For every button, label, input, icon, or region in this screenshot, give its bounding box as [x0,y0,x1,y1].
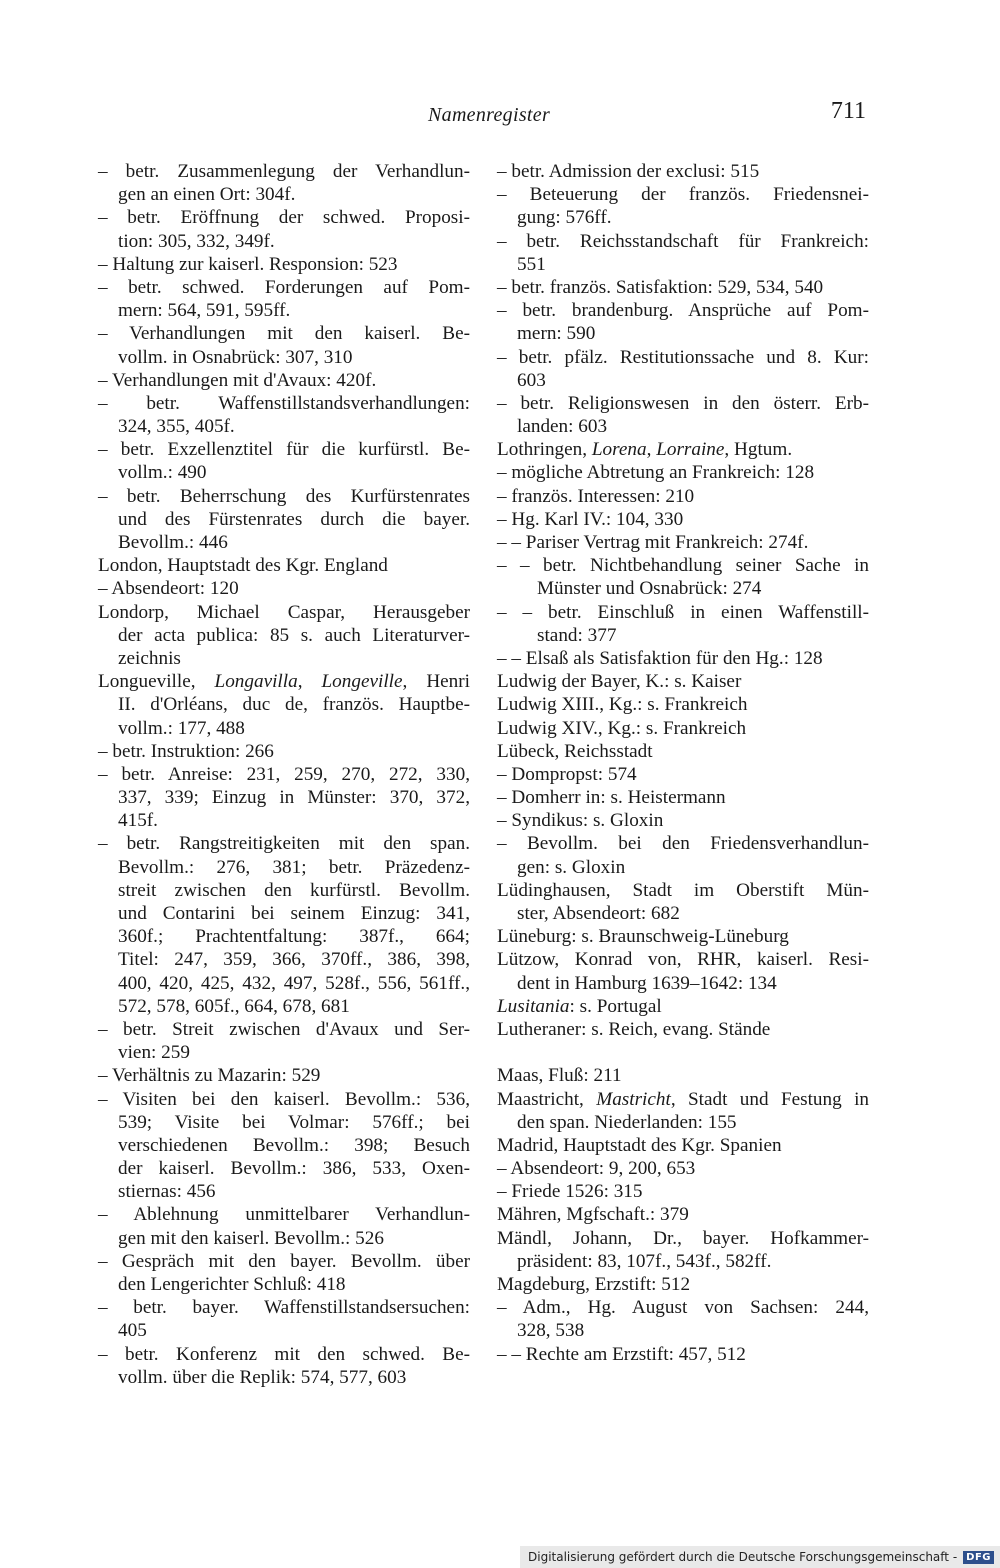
index-line: – Hg. Karl IV.: 104, 330 [497,508,684,530]
index-line: 415f. [118,810,158,832]
index-line: – betr. französ. Satisfaktion: 529, 534, 540 [497,276,824,298]
index-line: 551 [517,253,546,275]
index-line: dent in Hamburg 1639–1642: 134 [517,972,777,994]
index-line: den Lengerichter Schluß: 418 [118,1274,346,1295]
index-line: Mähren, Mgfschaft.: 379 [497,1204,689,1226]
index-heading-lothringen: Lothringen, Lorena, Lorraine, Hgtum. [497,439,793,461]
index-line: zeichnis [118,647,181,669]
index-line: Titel: 247, 359, 366, 370ff., 386, 398, [118,949,470,971]
index-line: Lüneburg: s. Braunschweig-Lüneburg [497,926,789,948]
index-line: tion: 305, 332, 349f. [118,230,275,252]
index-line: und Contarini bei seinem Einzug: 341, [118,903,470,924]
index-line: 400, 420, 425, 432, 497, 528f., 556, 561ff., [118,972,470,994]
index-line: gung: 576ff. [517,207,612,229]
index-line: 328, 538 [517,1320,585,1342]
index-line: ster, Absendeort: 682 [517,903,680,924]
index-line: – betr. Reichsstandschaft für Frankreich: [497,230,869,252]
running-title: Namenregister [428,104,551,126]
index-line: gen: s. Gloxin [517,856,626,878]
index-line: – betr. Anreise: 231, 259, 270, 272, 330, [98,763,470,785]
index-line: Bevollm.: 276, 381; betr. Präzedenz- [118,856,470,878]
letter-gap [497,1041,869,1064]
index-line: – betr. Admission der exclusi: 515 [497,161,760,182]
index-line: Lüdinghausen, Stadt im Oberstift Mün- [497,879,869,901]
index-line: – betr. Waffenstillstandsverhandlungen: [98,392,470,414]
index-line: Lusitania: s. Portugal [497,995,662,1017]
index-line: 405 [118,1320,147,1342]
index-line: – Visiten bei den kaiserl. Bevollm.: 536, [98,1088,470,1110]
index-line: den span. Niederlanden: 155 [517,1111,737,1133]
index-line: – betr. Religionswesen in den österr. Erb- [497,392,869,414]
index-line: streit zwischen den kurfürstl. Bevollm. [118,879,470,901]
index-line: Lübeck, Reichsstadt [497,740,653,762]
index-line: vollm.: 177, 488 [118,717,245,739]
index-line: Ludwig XIV., Kg.: s. Frankreich [497,717,747,739]
index-line: – – betr. Einschluß in einen Waffenstill- [497,601,869,623]
index-line: gen an einen Ort: 304f. [118,184,296,206]
index-line: – betr. Beherrschung des Kurfürstenrates [98,485,470,507]
index-line: Mändl, Johann, Dr., bayer. Hofkammer- [497,1227,869,1249]
index-line: mern: 590 [517,323,596,345]
index-line: Ludwig XIII., Kg.: s. Frankreich [497,694,748,716]
index-line: London, Hauptstadt des Kgr. England [98,555,388,577]
index-line: landen: 603 [517,416,608,438]
index-line: Longueville, Longavilla, Longeville, Henri [98,671,470,693]
index-line: und des Fürstenrates durch die bayer. [118,508,470,530]
index-line: vien: 259 [118,1042,190,1064]
index-line: – betr. pfälz. Restitutionssache und 8. Kur: [497,346,869,368]
index-line: 360f.; Prachtentfaltung: 387f., 664; [118,926,470,948]
index-line: vollm. über die Replik: 574, 577, 603 [118,1366,407,1388]
index-line: – – Elsaß als Satisfaktion für den Hg.: 128 [497,647,823,669]
index-line: Ludwig der Bayer, K.: s. Kaiser [497,671,742,693]
index-line: – Verhandlungen mit den kaiserl. Be- [98,323,470,345]
index-line: – Beteuerung der französ. Friedensnei- [497,184,869,206]
index-line: – betr. Zusammenlegung der Verhandlun- [98,161,470,182]
index-line: Münster und Osnabrück: 274 [537,578,762,600]
credit-text: Digitalisierung gefördert durch die Deutsche Forschungsgemeinschaft - [528,1550,958,1564]
index-line: Lutheraner: s. Reich, evang. Stände [497,1018,771,1040]
index-line: – – Pariser Vertrag mit Frankreich: 274f. [497,532,809,553]
running-head [0,98,1000,134]
index-line: – mögliche Abtretung an Frankreich: 128 [497,462,815,484]
index-line: präsident: 83, 107f., 543f., 582ff. [517,1250,772,1272]
index-line: – betr. Eröffnung der schwed. Proposi- [98,207,470,229]
index-line: vollm. in Osnabrück: 307, 310 [118,346,353,368]
index-line: gen mit den kaiserl. Bevollm.: 526 [118,1227,384,1249]
index-line: der kaiserl. Bevollm.: 386, 533, Oxen- [118,1158,470,1180]
index-line: – betr. Exzellenztitel für die kurfürstl. Be- [98,439,470,461]
index-line: – Verhältnis zu Mazarin: 529 [98,1065,321,1087]
right-column [497,160,869,1366]
index-line: mern: 564, 591, 595ff. [118,300,291,322]
index-line: Madrid, Hauptstadt des Kgr. Spanien [497,1134,782,1156]
index-line: – Domherr in: s. Heistermann [497,787,726,809]
index-line [497,438,869,461]
index-line: 539; Visite bei Volmar: 576ff.; bei [118,1111,470,1133]
index-line: Lützow, Konrad von, RHR, kaiserl. Resi- [497,949,869,971]
index-line: Magdeburg, Erzstift: 512 [497,1274,691,1295]
index-line: – – betr. Nichtbehandlung seiner Sache in [497,555,869,577]
index-line: – betr. Rangstreitigkeiten mit den span. [98,833,470,855]
index-line: – französ. Interessen: 210 [497,485,695,507]
index-line: – Friede 1526: 315 [497,1181,643,1203]
dfg-logo: DFG [963,1551,994,1564]
index-line: Maas, Fluß: 211 [497,1065,622,1087]
index-line: der acta publica: 85 s. auch Literaturver- [118,624,470,646]
index-line: II. d'Orléans, duc de, französ. Hauptbe- [118,694,470,716]
index-line: verschiedenen Bevollm.: 398; Besuch [118,1134,470,1156]
index-line: 324, 355, 405f. [118,416,235,438]
index-line: – betr. bayer. Waffenstillstandsersuchen: [98,1297,470,1319]
index-line: stiernas: 456 [118,1181,216,1203]
index-line: stand: 377 [537,624,617,646]
index-line: – Absendeort: 120 [98,578,239,600]
index-line: – Syndikus: s. Gloxin [497,810,664,832]
index-line: – – Rechte am Erzstift: 457, 512 [497,1343,746,1365]
left-column [98,160,470,1389]
index-line: 572, 578, 605f., 664, 678, 681 [118,995,350,1017]
page-number: 711 [830,98,866,124]
index-line: – Gespräch mit den bayer. Bevollm. über [98,1250,470,1272]
index-line: vollm.: 490 [118,462,207,484]
index-line: – Verhandlungen mit d'Avaux: 420f. [98,369,377,391]
index-line: – betr. Instruktion: 266 [98,740,274,762]
index-line: – Adm., Hg. August von Sachsen: 244, [497,1297,869,1319]
index-line: – betr. brandenburg. Ansprüche auf Pom- [497,300,869,322]
index-line: – Absendeort: 9, 200, 653 [497,1158,696,1180]
index-line: Maastricht, Mastricht, Stadt und Festung in [497,1088,869,1110]
index-line: 337, 339; Einzug in Münster: 370, 372, [118,787,470,809]
index-line: – betr. Streit zwischen d'Avaux und Ser- [98,1018,470,1040]
index-line: – Ablehnung unmittelbarer Verhandlun- [98,1204,470,1226]
index-line: – betr. schwed. Forderungen auf Pom- [98,276,470,298]
index-line: – betr. Konferenz mit den schwed. Be- [98,1343,470,1365]
index-line: Bevollm.: 446 [118,532,228,553]
index-line: – Bevollm. bei den Friedensverhandlun- [497,833,869,855]
index-line: – Haltung zur kaiserl. Responsion: 523 [98,253,398,275]
index-line: Londorp, Michael Caspar, Herausgeber [98,601,470,623]
digitization-credit-bar [520,1546,1000,1568]
index-line: 603 [517,369,546,391]
index-line: – Dompropst: 574 [497,763,637,785]
